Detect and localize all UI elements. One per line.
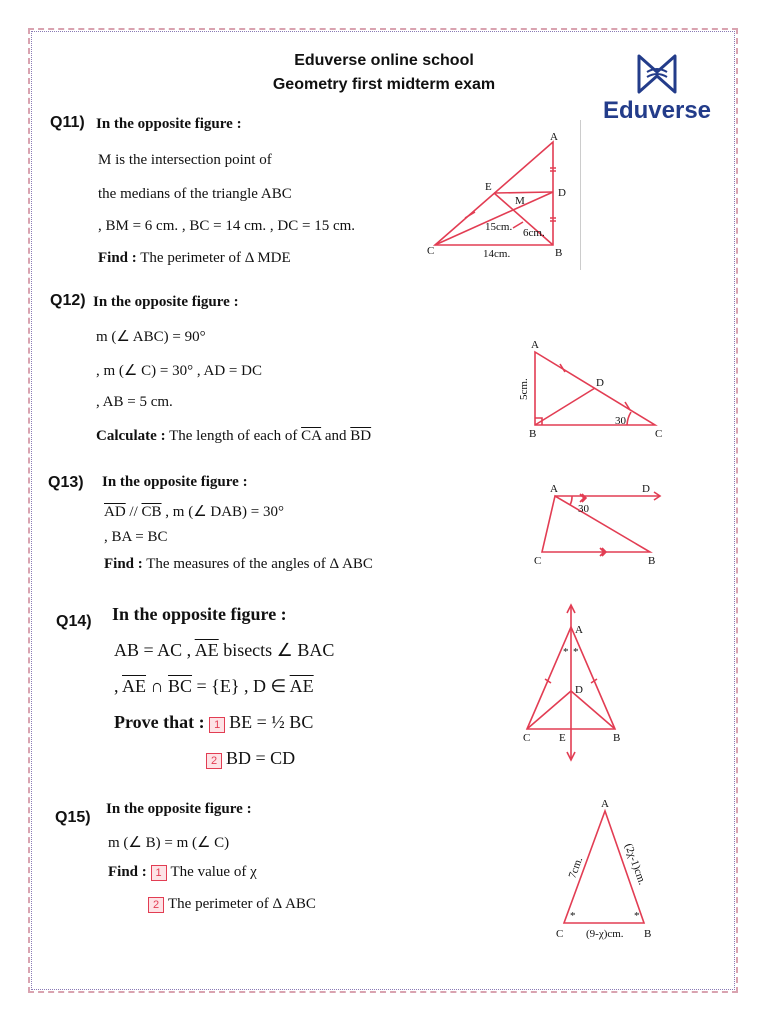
q15-fig-ac: 7cm. [566,855,586,881]
q11-fig-a: A [550,131,558,143]
q11-find-text: The perimeter of Δ MDE [140,250,291,266]
q12-intro: In the opposite figure : [93,294,239,310]
svg-text:*: * [634,910,640,922]
q15-find2: The perimeter of Δ ABC [168,896,316,912]
q13-figure [530,484,690,574]
q14-ae-2: $\overline{AE}$ [122,676,147,696]
logo-text: Eduverse [602,97,712,124]
q14-intro: In the opposite figure : [112,604,287,624]
q15-intro: In the opposite figure : [106,801,252,817]
q15-fig-bc: (9-χ)cm. [586,928,624,940]
q12-fig-a: A [531,339,539,351]
q15-find-line [108,864,257,881]
q11-intro: In the opposite figure : [96,116,242,132]
q12-label: Q12) [50,292,86,309]
q11-fig-m: M [515,195,525,207]
svg-text:*: * [573,646,579,658]
q12-and: and [324,428,347,444]
q12-line3: , AB = 5 cm. [96,394,173,410]
q12-bd: $\overline{BD}$ [350,428,372,444]
q14-num1: 1 [209,717,225,733]
q11-fig-e: E [485,181,492,193]
q15-figure [548,797,668,947]
q11-find-label: Find : [98,250,137,266]
q13-cb: $\overline{CB}$ [141,504,162,520]
q14-prove-line [114,712,313,733]
q12-calc-label: Calculate : [96,428,166,444]
school-title: Eduverse online school [294,52,474,69]
q12-calc [96,428,371,445]
q13-fig-angle: 30 [578,503,589,515]
q14-ae-1: $\overline{AE}$ [194,640,219,660]
exam-title: Geometry first midterm exam [272,76,496,93]
divider-line [580,120,581,270]
q15-fig-ab: (2χ-1)cm. [622,841,649,887]
q14-line1 [114,640,334,661]
q14-prove1: BE = ½ BC [229,712,314,732]
q15-find-label: Find : [108,864,147,880]
q12-calc-text: The length of each of [169,428,298,444]
q14-fig-c: C [523,732,531,744]
q13-line2: , BA = BC [104,529,168,545]
q12-fig-d: D [596,377,604,389]
q14-prove2: BD = CD [226,748,296,768]
q13-line1-rest: , m (∠ DAB) = 30° [165,504,285,520]
q15-fig-a: A [601,798,609,810]
q13-find-text: The measures of the angles of Δ ABC [146,556,373,572]
q14-cap: ∩ [150,676,164,696]
q15-label: Q15) [55,809,91,826]
q13-fig-c: C [534,555,542,567]
q12-ca: $\overline{CA}$ [301,428,322,444]
q11-fig-cd: 15cm. [485,221,513,233]
q11-find [98,250,291,267]
q14-fig-d: D [575,684,583,696]
bowtie-logo-icon [635,52,679,96]
q12-line2: , m (∠ C) = 30° , AD = DC [96,363,262,379]
q14-line2 [114,676,314,697]
q14-bc: $\overline{BC}$ [168,676,193,696]
q15-find1: The value of χ [170,864,257,880]
q12-figure [505,340,665,440]
q15-fig-c: C [556,928,564,940]
q14-figure [515,605,655,765]
q13-find-label: Find : [104,556,143,572]
q13-fig-d: D [642,483,650,495]
q14-fig-e: E [559,732,566,744]
q14-fig-a: A [575,624,583,636]
q14-line1b: bisects ∠ BAC [223,640,335,660]
q12-fig-c: C [655,428,663,440]
eduverse-logo [592,52,722,125]
svg-text:*: * [570,910,576,922]
q12-fig-b: B [529,428,537,440]
q15-fig-b: B [644,928,652,940]
q13-fig-a: A [550,483,558,495]
q11-line2: the medians of the triangle ABC [98,186,292,202]
q13-fig-b: B [648,555,656,567]
q13-find [104,556,373,573]
q13-label: Q13) [48,474,84,491]
q14-ae-3: $\overline{AE}$ [289,676,314,696]
q14-num2: 2 [206,753,222,769]
q13-line1 [104,502,284,521]
q11-fig-d: D [558,187,566,199]
q11-fig-b: B [555,247,563,259]
q11-line1: M is the intersection point of [98,152,272,168]
q11-fig-c: C [427,245,435,257]
q14-line2b: = {E} , D ∈ [196,676,287,696]
q12-fig-angle: 30 [615,415,626,427]
q15-num1: 1 [151,865,167,881]
q14-fig-b: B [613,732,621,744]
q15-line1: m (∠ B) = m (∠ C) [108,835,230,851]
q11-line3: , BM = 6 cm. , BC = 14 cm. , DC = 15 cm. [98,218,356,234]
q15-find2-line [148,896,316,913]
q11-fig-bc: 14cm. [483,248,511,260]
q13-intro: In the opposite figure : [102,474,248,490]
q14-line2a: , [114,676,119,696]
q14-prove-label: Prove that : [114,712,205,732]
q11-label: Q11) [50,114,85,131]
svg-text:*: * [563,646,569,658]
q14-line1a: AB = AC , [114,640,192,660]
q14-prove2-line [206,748,295,769]
q13-parallel: // [129,504,138,520]
q11-fig-bm: 6cm. [523,227,545,239]
q12-fig-ab: 5cm. [518,378,530,400]
q11-figure [425,132,575,262]
q15-num2: 2 [148,897,164,913]
q14-label: Q14) [56,613,92,630]
q13-ad: $\overline{AD}$ [104,504,126,520]
q12-line1: m (∠ ABC) = 90° [96,329,206,345]
